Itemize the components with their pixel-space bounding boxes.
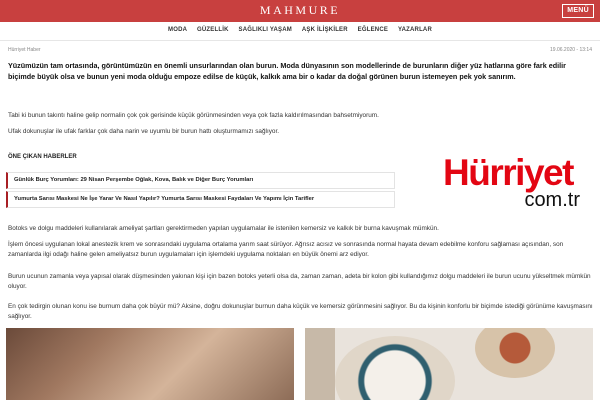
nav-item-eglence[interactable]: EĞLENCE — [357, 27, 389, 33]
top-bar — [0, 0, 600, 22]
nav-item-ask-iliskiler[interactable]: AŞK İLİŞKİLER — [301, 27, 348, 33]
article-image-left — [6, 328, 294, 400]
category-nav — [0, 27, 600, 33]
article-paragraph: Burun ucunun zamanla veya yapısal olarak düşmesinden yakınan kişi için bazen botoks yeterli olsa da, zaman zaman, adeta bir kolon gibi kullandığımız dolgu maddeleri ile burun ucunu yükseltmek mümkün oluyor. — [8, 273, 591, 290]
plate-graphic — [475, 328, 555, 378]
site-logo[interactable]: MAHMURE — [259, 3, 341, 17]
featured-news-item[interactable]: Yumurta Sarısı Maskesi Ne İşe Yarar Ve Nasıl Yapılır? Yumurta Sarısı Maskesi Faydaları Ve Yapımı İçin Tarifler — [6, 191, 395, 208]
hurriyet-domain-text: com.tr — [524, 189, 580, 211]
article-paragraph: Ufak dokunuşlar ile ufak farklar çok daha narin ve uyumlu bir burun hattı oluşturmamızı sağlıyor. — [8, 128, 280, 135]
article-meta — [8, 47, 592, 55]
article-paragraph: En çok tedirgin olunan konu ise burnum daha çok büyür mü? Aksine, doğru dokunuşlar burnun daha küçük ve kemersiz görünmesini sağlıyor. Bu da kişinin konforlu bir biçimde istediği görünüme kavuşmasını sağlıyor. — [8, 303, 593, 320]
nav-divider — [0, 40, 600, 41]
article-paragraph: Tabi ki bunun takıntı haline gelip normalin çok çok gerisinde küçük görünmesinden veya çok fazla kaldırılmasından bahsetmiyorum. — [8, 112, 379, 119]
nav-item-moda[interactable]: MODA — [168, 27, 188, 33]
article-source: Hürriyet Haber — [8, 47, 41, 53]
nav-item-saglikli-yasam[interactable]: SAĞLIKLI YAŞAM — [238, 27, 292, 33]
plate-graphic — [335, 336, 455, 400]
featured-news-title: ÖNE ÇIKAN HABERLER — [8, 154, 77, 160]
menu-button[interactable]: MENÜ — [562, 4, 594, 18]
article-paragraph: İşlem öncesi uygulanan lokal anestezik krem ve sonrasındaki uygulama ortalama yarım saat sürüyor. Ağrısız acısız ve sonrasında normal hayata devam edebilme konforu sağlaması açısından, son zamanlarda ilgi odağı haline gelen ameliyatsız burun uygulamaları için işlemdeki uygulama noktaları en büyük önemi arz ediyor. — [8, 241, 564, 258]
article-paragraph: Botoks ve dolgu maddeleri kullanılarak ameliyat şartları gerektirmeden yapılan uygulamalar ile istenilen kemersiz ve kalkık bir burna kavuşmak mümkün. — [8, 225, 439, 232]
nav-item-yazarlar[interactable]: YAZARLAR — [397, 27, 432, 33]
featured-news-item[interactable]: Günlük Burç Yorumları: 29 Nisan Perşembe Oğlak, Kova, Balık ve Diğer Burç Yorumları — [6, 172, 395, 189]
article-image-right — [305, 328, 593, 400]
hurriyet-ad-logo[interactable] — [428, 151, 588, 213]
image-detail — [305, 328, 335, 400]
nav-item-guzellik[interactable]: GÜZELLİK — [197, 27, 229, 33]
article-date: 19.06.2020 - 13:14 — [550, 47, 592, 53]
hurriyet-brand-text: Hürriyet — [443, 152, 573, 193]
article-lead: Yüzümüzün tam ortasında, görüntümüzün en önemli unsurlarından olan burun. Moda dünyasının son modellerinde de burunların diğer yüz hatlarına göre fark edilir biçimde büyük olsa ve bunun yeni moda olduğu empoze edilse de küçük, kalkık ama bir o kadar da doğal görünen burun istemeyen pek yok sanırım. — [8, 61, 566, 81]
